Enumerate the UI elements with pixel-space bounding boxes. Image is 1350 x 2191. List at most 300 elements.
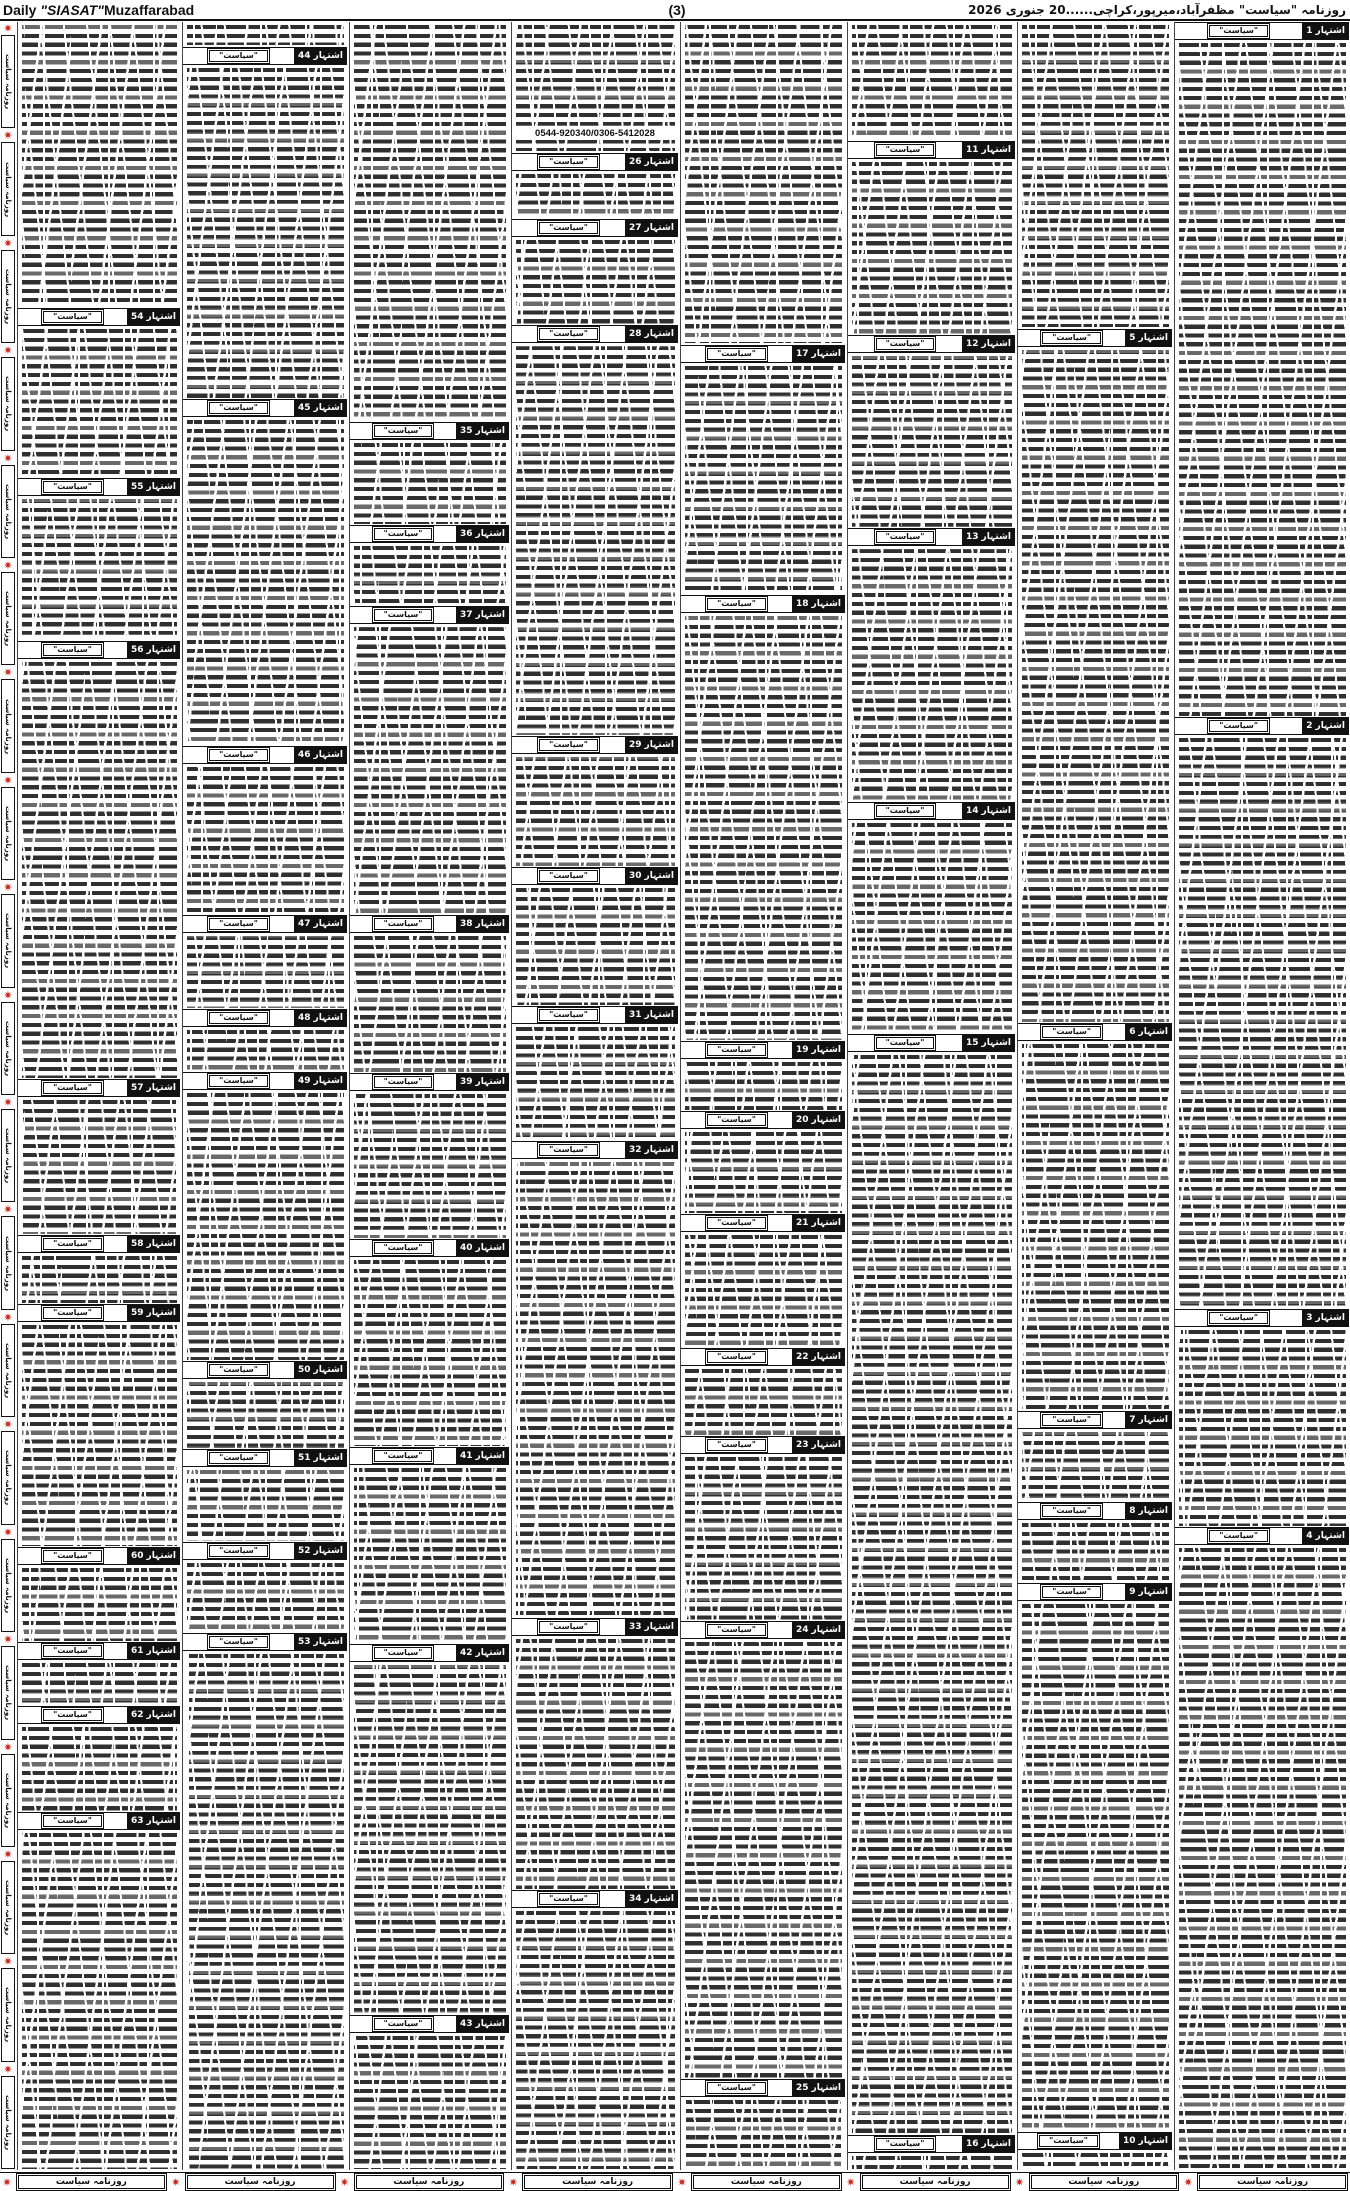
- notice-heading: [848, 1034, 1015, 1052]
- notice-number: 5: [1129, 333, 1136, 343]
- notice-label: اشتہار: [981, 2139, 1011, 2149]
- notice-number: 63: [131, 1816, 144, 1826]
- notice-brand-frame: "سیاست": [1042, 1586, 1101, 1598]
- notice-heading: [681, 1621, 845, 1639]
- notice-number-badge: [294, 747, 347, 763]
- notice-number-badge: [294, 916, 347, 932]
- body-text-lines: [354, 627, 506, 914]
- strip-segment: [169, 2173, 338, 2191]
- notice-number-badge: [1302, 1528, 1349, 1544]
- notice-brand-frame: "سیاست": [1042, 1414, 1101, 1426]
- notice-label: اشتہار: [146, 1646, 176, 1656]
- body-text-lines: [1022, 1432, 1169, 1501]
- notice-brand-frame: "سیاست": [539, 222, 598, 234]
- notice-brand-frame: "سیاست": [707, 1114, 766, 1126]
- notice-number: 21: [796, 1218, 809, 1228]
- notice-heading: [1018, 2132, 1172, 2150]
- notice-28: [512, 325, 678, 736]
- notice-label: اشتہار: [981, 1038, 1011, 1048]
- notice-heading: [681, 2079, 845, 2097]
- star-icon: [3, 1096, 12, 1109]
- body-text-lines: [187, 68, 344, 398]
- notice-heading: [681, 345, 845, 363]
- notice-heading: [183, 915, 347, 933]
- masthead-urdu-title: [968, 2, 1346, 18]
- notice-label: اشتہار: [644, 740, 674, 750]
- notice-brand-frame: "سیاست": [707, 1624, 766, 1636]
- column-6: [349, 22, 509, 2170]
- body-text-lines: [1179, 1548, 1346, 2169]
- strip-segment: [0, 1848, 16, 1955]
- notice-brand-frame: "سیاست": [43, 1238, 102, 1250]
- notice-brand-frame: "سیاست": [374, 918, 433, 930]
- notice-heading: [512, 867, 678, 885]
- notice-label: اشتہار: [1315, 1531, 1345, 1541]
- body-text-lines: [22, 1256, 177, 1303]
- body-text-lines: [516, 1162, 675, 1617]
- contact-numbers: 0544-920340/0306-5412028: [515, 128, 675, 140]
- notice-label: اشتہار: [1138, 1506, 1168, 1516]
- notice-heading: [183, 1009, 347, 1027]
- body-text-lines: [1022, 350, 1169, 1022]
- notice-number: 35: [460, 426, 473, 436]
- notice-number: 57: [131, 1083, 144, 1093]
- body-text-lines: [187, 1030, 344, 1071]
- notice-number-badge: [792, 1437, 845, 1453]
- notice-number: 15: [966, 1038, 979, 1048]
- notice-7: [1018, 1411, 1172, 1502]
- body-text-lines: [852, 1055, 1012, 2134]
- notice-number-badge: [962, 142, 1015, 158]
- notice-brand-frame: "سیاست": [707, 1217, 766, 1229]
- notice-brand-frame: "سیاست": [539, 1009, 598, 1021]
- star-icon: [3, 1741, 12, 1754]
- notice-label: اشتہار: [146, 312, 176, 322]
- notice-brand-frame: "سیاست": [209, 1075, 268, 1087]
- strip-segment: [0, 1633, 16, 1740]
- star-icon: [3, 881, 12, 894]
- body-text-lines: [516, 174, 675, 218]
- notice-label: اشتہار: [146, 1308, 176, 1318]
- strip-label: روزنامہ سیاست: [1, 2076, 15, 2169]
- notice-number: 52: [298, 1546, 311, 1556]
- body-text-lines: [22, 662, 177, 1078]
- notice-brand-frame: "سیاست": [1209, 1530, 1268, 1542]
- notice-number: 10: [1123, 2136, 1136, 2146]
- notice-heading: [1018, 1583, 1172, 1601]
- notice-number-badge: [294, 48, 347, 64]
- notice-number-badge: [127, 1643, 180, 1659]
- strip-segment: [338, 2173, 507, 2191]
- notice-number: 45: [298, 403, 311, 413]
- notice-heading: [1175, 717, 1349, 735]
- notice-number-badge: [792, 1349, 845, 1365]
- notice-13: [848, 528, 1015, 802]
- strip-label: روزنامہ سیاست: [18, 2175, 165, 2189]
- notice-brand-frame: "سیاست": [876, 531, 935, 543]
- notice-brand-frame: "سیاست": [876, 338, 935, 350]
- notice-24: [681, 1621, 845, 2079]
- strip-segment: [0, 881, 16, 988]
- notice-46: [183, 746, 347, 915]
- notice-label: اشتہار: [313, 1546, 343, 1556]
- notice-label: اشتہار: [644, 871, 674, 881]
- notice-number-badge: [962, 1035, 1015, 1051]
- notice-brand-frame: "سیاست": [374, 425, 433, 437]
- notice-label: اشتہار: [811, 1352, 841, 1362]
- notice-label: اشتہار: [811, 1440, 841, 1450]
- notice-29: [512, 736, 678, 867]
- continued-text-block: [183, 22, 347, 46]
- notice-number-badge: [962, 803, 1015, 819]
- notice-53: [183, 1633, 347, 2170]
- notice-number: 34: [629, 1894, 642, 1904]
- notice-number: 24: [796, 1625, 809, 1635]
- notice-brand-frame: "سیاست": [209, 1364, 268, 1376]
- star-icon: [169, 2176, 183, 2189]
- notice-number-badge: [294, 1362, 347, 1378]
- notice-number-badge: [625, 1007, 678, 1023]
- notice-6: [1018, 1023, 1172, 1411]
- strip-label: روزنامہ سیاست: [1031, 2175, 1178, 2189]
- notice-brand-frame: "سیاست": [209, 1636, 268, 1648]
- notice-number-badge: [625, 154, 678, 170]
- masthead: [0, 0, 1350, 21]
- body-text-lines: [516, 757, 675, 866]
- notice-brand-frame: "سیاست": [43, 644, 102, 656]
- notice-number: 14: [966, 806, 979, 816]
- notice-number-badge: [1125, 330, 1172, 346]
- notice-heading: [1018, 1502, 1172, 1520]
- body-text-lines: [685, 1132, 842, 1213]
- strip-segment: [0, 774, 16, 881]
- notice-heading: [512, 1141, 678, 1159]
- notice-heading: [681, 1348, 845, 1366]
- notice-heading: [681, 1041, 845, 1059]
- notice-label: اشتہار: [811, 1625, 841, 1635]
- notice-heading: [350, 1644, 509, 1662]
- strip-segment: [0, 1311, 16, 1418]
- notice-heading: [848, 802, 1015, 820]
- notice-label: اشتہار: [313, 1013, 343, 1023]
- notice-heading: [350, 1447, 509, 1465]
- strip-segment: [0, 2173, 169, 2191]
- body-text-lines: [1022, 25, 1169, 327]
- notice-number: 2: [1306, 721, 1313, 731]
- star-icon: [506, 2176, 520, 2189]
- body-text-lines: [685, 1642, 842, 2078]
- body-text-lines: [685, 1062, 842, 1110]
- notice-label: اشتہار: [313, 1076, 343, 1086]
- strip-label: روزنامہ سیاست: [356, 2175, 503, 2189]
- notice-label: اشتہار: [1138, 2136, 1168, 2146]
- notice-number-badge: [792, 596, 845, 612]
- star-icon: [3, 1418, 12, 1431]
- notice-3: [1175, 1309, 1349, 1527]
- notice-number: 28: [629, 329, 642, 339]
- notice-number-badge: [127, 309, 180, 325]
- notice-number: 56: [131, 645, 144, 655]
- body-text-lines: [1179, 738, 1346, 1308]
- notice-brand-frame: "سیاست": [1209, 25, 1268, 37]
- star-icon: [3, 1311, 12, 1324]
- star-icon: [3, 129, 12, 142]
- notice-heading: [183, 1542, 347, 1560]
- notice-number-badge: [456, 1448, 509, 1464]
- notice-54: [18, 308, 180, 478]
- notice-number-badge: [625, 220, 678, 236]
- star-icon: [3, 989, 12, 1002]
- notice-38: [350, 915, 509, 1073]
- notice-heading: [512, 1006, 678, 1024]
- body-text-lines: [187, 1563, 344, 1632]
- star-icon: [3, 1848, 12, 1861]
- notice-brand-frame: "سیاست": [539, 1621, 598, 1633]
- notice-number: 27: [629, 223, 642, 233]
- body-text-lines: [685, 366, 842, 594]
- notice-label: اشتہار: [811, 599, 841, 609]
- strip-label: روزنامہ سیاست: [1, 679, 15, 772]
- notice-number: 61: [131, 1646, 144, 1656]
- notice-number-badge: [456, 2016, 509, 2032]
- notice-number-badge: [456, 916, 509, 932]
- notice-brand-frame: "سیاست": [1209, 720, 1268, 732]
- notice-number: 19: [796, 1045, 809, 1055]
- strip-segment: [0, 1741, 16, 1848]
- strip-label: روزنامہ سیاست: [187, 2175, 334, 2189]
- body-text-lines: [1179, 43, 1346, 716]
- notice-brand-frame: "سیاست": [209, 402, 268, 414]
- column-5: [511, 22, 678, 2170]
- notice-number: 3: [1306, 1313, 1313, 1323]
- notice-label: اشتہار: [146, 1710, 176, 1720]
- notice-brand-frame: "سیاست": [876, 1037, 935, 1049]
- body-text-lines: [22, 1100, 177, 1234]
- notice-56: [18, 641, 180, 1079]
- notice-17: [681, 345, 845, 595]
- notice-label: اشتہار: [981, 806, 1011, 816]
- continued-text-block: [848, 22, 1015, 140]
- body-text-lines: [354, 1094, 506, 1238]
- star-icon: [0, 2176, 14, 2189]
- notice-35: [350, 422, 509, 525]
- masthead-city: Muzaffarabad: [103, 2, 195, 18]
- notice-number-badge: [1125, 1584, 1172, 1600]
- notice-heading: [848, 141, 1015, 159]
- notice-brand-frame: "سیاست": [1042, 332, 1101, 344]
- notice-label: اشتہار: [644, 1894, 674, 1904]
- notice-brand-frame: "سیاست": [707, 1351, 766, 1363]
- strip-segment: [0, 344, 16, 451]
- strip-segment: [1181, 2173, 1350, 2191]
- notice-label: اشتہار: [1315, 1313, 1345, 1323]
- notice-number: 54: [131, 312, 144, 322]
- notice-number-badge: [294, 400, 347, 416]
- notice-label: اشتہار: [1138, 1415, 1168, 1425]
- notice-label: اشتہار: [475, 919, 505, 929]
- notice-62: [18, 1706, 180, 1812]
- notice-36: [350, 525, 509, 606]
- notice-brand-frame: "سیاست": [539, 328, 598, 340]
- notice-label: اشتہار: [981, 145, 1011, 155]
- strip-label: روزنامہ سیاست: [1, 357, 15, 450]
- notice-number-badge: [792, 2080, 845, 2096]
- notice-number: 51: [298, 1453, 311, 1463]
- notice-heading: [18, 1235, 180, 1253]
- notice-label: اشتہار: [475, 1243, 505, 1253]
- notice-33: [512, 1618, 678, 1890]
- notice-number-badge: [127, 1548, 180, 1564]
- notice-number: 29: [629, 740, 642, 750]
- notice-heading: [512, 1890, 678, 1908]
- notice-50: [183, 1361, 347, 1449]
- notice-label: اشتہار: [475, 1077, 505, 1087]
- notice-number: 40: [460, 1243, 473, 1253]
- body-text-lines: [354, 936, 506, 1072]
- notice-16: [848, 2135, 1015, 2170]
- strip-label: روزنامہ سیاست: [1199, 2175, 1346, 2189]
- notice-number-badge: [1119, 2133, 1172, 2149]
- notice-15: [848, 1034, 1015, 2135]
- notice-brand-frame: "سیاست": [707, 2082, 766, 2094]
- masthead-separator: ......: [1065, 3, 1093, 17]
- notice-heading: [183, 746, 347, 764]
- notice-59: [18, 1304, 180, 1547]
- notice-number: 39: [460, 1077, 473, 1087]
- notice-number: 59: [131, 1308, 144, 1318]
- notice-number: 25: [796, 2083, 809, 2093]
- notice-heading: [512, 219, 678, 237]
- notice-brand-frame: "سیاست": [43, 1082, 102, 1094]
- notice-number-badge: [1302, 23, 1349, 39]
- notice-label: اشتہار: [644, 1010, 674, 1020]
- notice-label: اشتہار: [313, 51, 343, 61]
- notice-number: 62: [131, 1710, 144, 1720]
- notice-heading: [681, 1111, 845, 1129]
- masthead-brand: "SIASAT": [40, 2, 104, 18]
- strip-label: روزنامہ سیاست: [1, 1431, 15, 1524]
- notice-60: [18, 1547, 180, 1642]
- strip-label: روزنامہ سیاست: [1, 894, 15, 987]
- notice-1: [1175, 22, 1349, 717]
- star-icon: [338, 2176, 352, 2189]
- notice-label: اشتہار: [475, 426, 505, 436]
- column-7: [182, 22, 347, 2170]
- strip-label: روزنامہ سیاست: [1, 1324, 15, 1417]
- notice-number: 12: [966, 339, 979, 349]
- notice-number: 38: [460, 919, 473, 929]
- notice-number: 36: [460, 529, 473, 539]
- notice-number-badge: [127, 1707, 180, 1723]
- notice-number-badge: [456, 607, 509, 623]
- notice-heading: [18, 641, 180, 659]
- notice-heading: [18, 1304, 180, 1322]
- notice-heading: [183, 1449, 347, 1467]
- notice-43: [350, 2015, 509, 2170]
- notice-brand-frame: "سیاست": [43, 311, 102, 323]
- notice-27: [512, 219, 678, 325]
- notice-number-badge: [456, 1074, 509, 1090]
- notice-brand-frame: "سیاست": [539, 1893, 598, 1905]
- notice-number: 18: [796, 599, 809, 609]
- body-text-lines: [852, 162, 1012, 334]
- notice-heading: [350, 915, 509, 933]
- notice-label: اشتہار: [475, 529, 505, 539]
- notice-number: 17: [796, 349, 809, 359]
- star-icon: [3, 666, 12, 679]
- notice-heading: [1018, 1023, 1172, 1041]
- notice-number: 37: [460, 610, 473, 620]
- notice-heading: [848, 335, 1015, 353]
- body-text-lines: [22, 25, 177, 306]
- star-icon: [3, 1203, 12, 1216]
- body-text-lines: [516, 888, 675, 1005]
- notice-heading: [512, 1618, 678, 1636]
- notice-number: 11: [966, 145, 979, 155]
- notice-14: [848, 802, 1015, 1034]
- notice-heading: [183, 1072, 347, 1090]
- notice-label: اشتہار: [811, 2083, 841, 2093]
- notice-number-badge: [294, 1010, 347, 1026]
- notice-63: [18, 1812, 180, 2170]
- notice-number: 47: [298, 919, 311, 929]
- masthead-publication: روزنامہ "سیاست" مظفرآباد،میرپور،کراچی: [1092, 3, 1346, 17]
- notice-heading: [681, 1436, 845, 1454]
- notice-heading: [18, 1642, 180, 1660]
- notice-brand-frame: "سیاست": [1209, 1312, 1268, 1324]
- notice-heading: [848, 528, 1015, 546]
- notice-brand-frame: "سیاست": [209, 50, 268, 62]
- notice-brand-frame: "سیاست": [374, 1242, 433, 1254]
- notice-31: [512, 1006, 678, 1141]
- star-icon: [3, 22, 12, 35]
- notice-number-badge: [456, 526, 509, 542]
- notice-10: [1018, 2132, 1172, 2170]
- notice-20: [681, 1111, 845, 1214]
- notice-58: [18, 1235, 180, 1304]
- notice-brand-frame: "سیاست": [209, 1545, 268, 1557]
- notice-number: 53: [298, 1637, 311, 1647]
- notice-label: اشتہار: [811, 1115, 841, 1125]
- notice-heading: [183, 1633, 347, 1651]
- body-text-lines: [354, 1468, 506, 1643]
- notice-48: [183, 1009, 347, 1072]
- body-text-lines: [187, 1470, 344, 1541]
- notice-brand-frame: "سیاست": [707, 598, 766, 610]
- notice-label: اشتہار: [1138, 1027, 1168, 1037]
- notice-25: [681, 2079, 845, 2170]
- strip-label: روزنامہ سیاست: [1, 1861, 15, 1954]
- notice-heading: [681, 1214, 845, 1232]
- notice-heading: [1018, 1411, 1172, 1429]
- body-text-lines: [852, 2156, 1012, 2169]
- notice-label: اشتہار: [475, 1648, 505, 1658]
- body-text-lines: [516, 1639, 675, 1889]
- continued-text-block: [350, 22, 509, 421]
- notice-heading: [1175, 22, 1349, 40]
- notice-number-badge: [625, 1619, 678, 1635]
- notice-brand-frame: "سیاست": [539, 1144, 598, 1156]
- notice-brand-frame: "سیاست": [1039, 2135, 1098, 2147]
- notice-label: اشتہار: [811, 1218, 841, 1228]
- continued-text-block: [18, 22, 180, 307]
- body-text-lines: [22, 1663, 177, 1705]
- notice-label: اشتہار: [146, 482, 176, 492]
- notice-heading: [18, 1706, 180, 1724]
- strip-segment: [0, 989, 16, 1096]
- notice-label: اشتہار: [644, 157, 674, 167]
- notice-heading: [512, 325, 678, 343]
